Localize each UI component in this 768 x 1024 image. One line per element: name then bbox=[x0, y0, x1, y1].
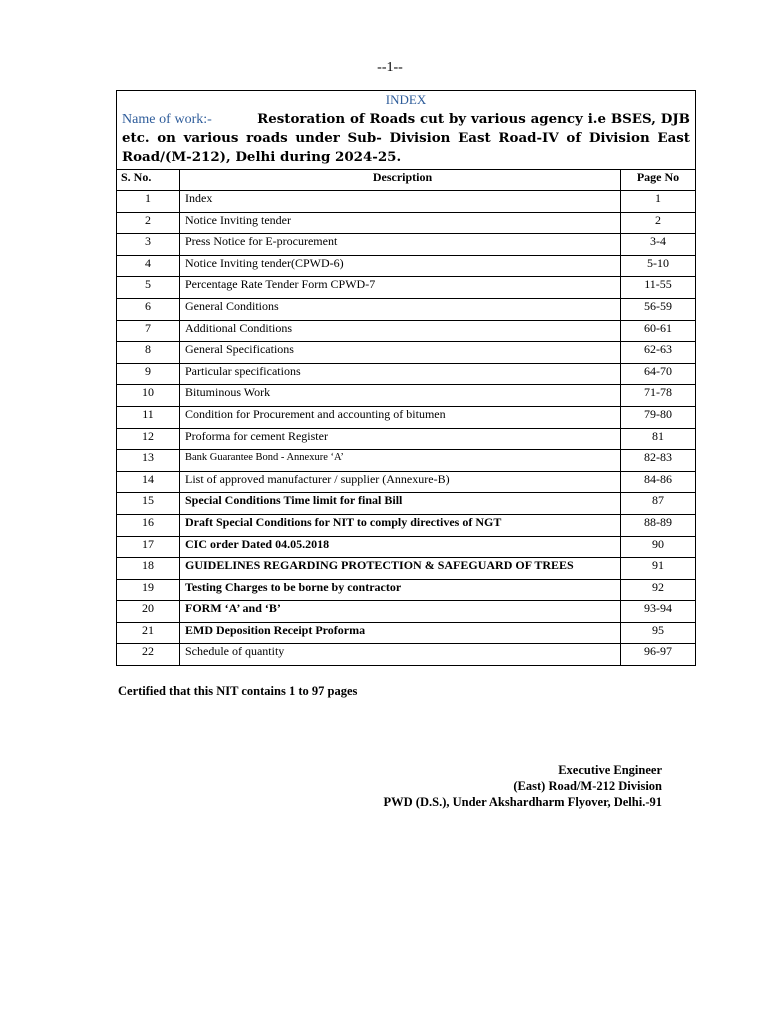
row-description: CIC order Dated 04.05.2018 bbox=[180, 536, 621, 558]
row-sno: 6 bbox=[117, 298, 180, 320]
row-description: Proforma for cement Register bbox=[180, 428, 621, 450]
row-sno: 14 bbox=[117, 471, 180, 493]
work-description: Restoration of Roads cut by various agency i.e BSES, DJB etc. on various roads under Sub- Division East Road-IV of Division East Road/(M-212), Delhi during 2024-25. bbox=[122, 111, 690, 165]
row-page: 3-4 bbox=[621, 234, 696, 256]
signature-line-1: Executive Engineer bbox=[558, 763, 662, 777]
row-page: 11-55 bbox=[621, 277, 696, 299]
page-number: --1-- bbox=[377, 60, 403, 75]
row-sno: 10 bbox=[117, 385, 180, 407]
table-row bbox=[117, 234, 695, 256]
row-sno: 22 bbox=[117, 644, 180, 665]
row-description: GUIDELINES REGARDING PROTECTION & SAFEGUARD OF TREES bbox=[180, 558, 621, 580]
work-label: Name of work:- bbox=[122, 112, 212, 127]
table-row bbox=[117, 601, 695, 623]
row-description: Bituminous Work bbox=[180, 385, 621, 407]
table-row bbox=[117, 191, 695, 213]
row-page: 93-94 bbox=[621, 601, 696, 623]
row-description: Notice Inviting tender bbox=[180, 212, 621, 234]
row-page: 84-86 bbox=[621, 471, 696, 493]
row-page: 88-89 bbox=[621, 514, 696, 536]
table-row bbox=[117, 644, 695, 665]
row-description: List of approved manufacturer / supplier (Annexure-B) bbox=[180, 471, 621, 493]
table-row bbox=[117, 320, 695, 342]
table-row bbox=[117, 428, 695, 450]
index-table bbox=[117, 169, 695, 665]
index-title: INDEX bbox=[385, 92, 427, 107]
row-sno: 17 bbox=[117, 536, 180, 558]
row-page: 87 bbox=[621, 493, 696, 515]
table-row bbox=[117, 514, 695, 536]
table-row bbox=[117, 363, 695, 385]
row-sno: 21 bbox=[117, 622, 180, 644]
row-page: 95 bbox=[621, 622, 696, 644]
index-table-body bbox=[117, 191, 695, 666]
table-row bbox=[117, 255, 695, 277]
row-page: 91 bbox=[621, 558, 696, 580]
row-page: 64-70 bbox=[621, 363, 696, 385]
table-row bbox=[117, 558, 695, 580]
table-row bbox=[117, 406, 695, 428]
row-page: 79-80 bbox=[621, 406, 696, 428]
row-page: 56-59 bbox=[621, 298, 696, 320]
row-sno: 2 bbox=[117, 212, 180, 234]
row-description: Notice Inviting tender(CPWD-6) bbox=[180, 255, 621, 277]
row-page: 1 bbox=[621, 191, 696, 213]
row-page: 60-61 bbox=[621, 320, 696, 342]
row-page: 62-63 bbox=[621, 342, 696, 364]
row-sno: 9 bbox=[117, 363, 180, 385]
row-description: General Specifications bbox=[180, 342, 621, 364]
row-description: Index bbox=[180, 191, 621, 213]
row-description: Draft Special Conditions for NIT to comply directives of NGT bbox=[180, 514, 621, 536]
certification-statement: Certified that this NIT contains 1 to 97 pages bbox=[118, 684, 358, 698]
row-sno: 16 bbox=[117, 514, 180, 536]
row-page: 90 bbox=[621, 536, 696, 558]
row-sno: 20 bbox=[117, 601, 180, 623]
table-row bbox=[117, 450, 695, 472]
row-description: EMD Deposition Receipt Proforma bbox=[180, 622, 621, 644]
row-description: Testing Charges to be borne by contractor bbox=[180, 579, 621, 601]
row-sno: 8 bbox=[117, 342, 180, 364]
row-sno: 13 bbox=[117, 450, 180, 472]
row-page: 2 bbox=[621, 212, 696, 234]
signature-line-3: PWD (D.S.), Under Akshardharm Flyover, Delhi.-91 bbox=[383, 795, 662, 809]
row-sno: 12 bbox=[117, 428, 180, 450]
row-page: 81 bbox=[621, 428, 696, 450]
row-page: 71-78 bbox=[621, 385, 696, 407]
table-row bbox=[117, 536, 695, 558]
table-row bbox=[117, 298, 695, 320]
row-sno: 18 bbox=[117, 558, 180, 580]
table-row bbox=[117, 342, 695, 364]
row-description: General Conditions bbox=[180, 298, 621, 320]
row-sno: 4 bbox=[117, 255, 180, 277]
header-description: Description bbox=[180, 170, 621, 191]
row-sno: 15 bbox=[117, 493, 180, 515]
row-page: 92 bbox=[621, 579, 696, 601]
row-page: 82-83 bbox=[621, 450, 696, 472]
row-description: Special Conditions Time limit for final Bill bbox=[180, 493, 621, 515]
row-sno: 11 bbox=[117, 406, 180, 428]
table-header-row bbox=[117, 170, 695, 191]
table-row bbox=[117, 212, 695, 234]
row-description: Bank Guarantee Bond - Annexure ‘A’ bbox=[180, 450, 621, 472]
row-sno: 3 bbox=[117, 234, 180, 256]
table-row bbox=[117, 385, 695, 407]
table-row bbox=[117, 493, 695, 515]
row-description: Percentage Rate Tender Form CPWD-7 bbox=[180, 277, 621, 299]
row-page: 96-97 bbox=[621, 644, 696, 665]
name-of-work bbox=[117, 108, 695, 169]
table-row bbox=[117, 579, 695, 601]
row-page: 5-10 bbox=[621, 255, 696, 277]
row-description: Condition for Procurement and accounting of bitumen bbox=[180, 406, 621, 428]
table-row bbox=[117, 471, 695, 493]
index-box bbox=[116, 90, 696, 666]
signature-line-2: (East) Road/M-212 Division bbox=[513, 779, 662, 793]
header-page: Page No bbox=[621, 170, 696, 191]
row-description: FORM ‘A’ and ‘B’ bbox=[180, 601, 621, 623]
row-description: Schedule of quantity bbox=[180, 644, 621, 665]
signature-block bbox=[384, 762, 662, 810]
header-sno: S. No. bbox=[117, 170, 180, 191]
row-sno: 1 bbox=[117, 191, 180, 213]
row-description: Press Notice for E-procurement bbox=[180, 234, 621, 256]
row-description: Additional Conditions bbox=[180, 320, 621, 342]
table-row bbox=[117, 277, 695, 299]
row-sno: 19 bbox=[117, 579, 180, 601]
row-description: Particular specifications bbox=[180, 363, 621, 385]
row-sno: 5 bbox=[117, 277, 180, 299]
row-sno: 7 bbox=[117, 320, 180, 342]
table-row bbox=[117, 622, 695, 644]
